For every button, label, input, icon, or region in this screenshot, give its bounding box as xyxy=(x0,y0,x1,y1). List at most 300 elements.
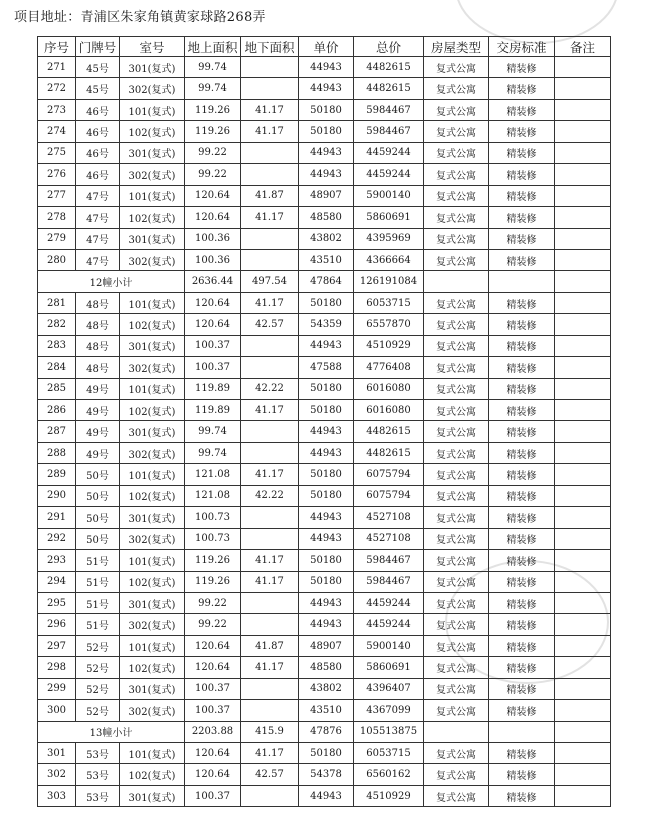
cell-delivery-standard: 精装修 xyxy=(489,121,555,142)
cell-total-price: 105513875 xyxy=(354,721,424,742)
cell-door: 48号 xyxy=(76,335,120,356)
cell-below-area: 41.17 xyxy=(241,550,299,571)
cell-delivery-standard: 精装修 xyxy=(489,249,555,270)
cell-delivery-standard: 精装修 xyxy=(489,657,555,678)
cell-unit-price: 54359 xyxy=(299,314,354,335)
cell-below-area: 415.9 xyxy=(241,721,299,742)
cell-room: 102(复式) xyxy=(120,764,185,785)
cell-above-area: 100.37 xyxy=(185,785,241,806)
cell-door: 48号 xyxy=(76,292,120,313)
cell-seq: 288 xyxy=(38,442,76,463)
table-row xyxy=(38,743,611,764)
cell-house-type: 复式公寓 xyxy=(424,614,489,635)
project-address: 项目地址：青浦区朱家角镇黄家球路268弄 xyxy=(14,10,266,25)
cell-above-area: 100.73 xyxy=(185,507,241,528)
cell-seq: 292 xyxy=(38,528,76,549)
cell-above-area: 100.37 xyxy=(185,678,241,699)
cell-below-area xyxy=(241,678,299,699)
cell-unit-price: 43510 xyxy=(299,700,354,721)
cell-room: 301(复式) xyxy=(120,57,185,78)
cell-door: 52号 xyxy=(76,678,120,699)
cell-unit-price: 48907 xyxy=(299,635,354,656)
cell-total-price: 6016080 xyxy=(354,400,424,421)
cell-house-type: 复式公寓 xyxy=(424,464,489,485)
cell-house-type: 复式公寓 xyxy=(424,442,489,463)
cell-remarks xyxy=(555,678,611,699)
cell-delivery-standard: 精装修 xyxy=(489,400,555,421)
table-row xyxy=(38,700,611,721)
cell-seq: 303 xyxy=(38,785,76,806)
cell-house-type: 复式公寓 xyxy=(424,635,489,656)
cell-house-type: 复式公寓 xyxy=(424,378,489,399)
subtotal-label: 12幢小计 xyxy=(38,271,185,292)
cell-house-type: 复式公寓 xyxy=(424,99,489,120)
cell-room: 101(复式) xyxy=(120,635,185,656)
table-row xyxy=(38,528,611,549)
cell-remarks xyxy=(555,400,611,421)
cell-door: 50号 xyxy=(76,528,120,549)
cell-above-area: 121.08 xyxy=(185,464,241,485)
cell-delivery-standard: 精装修 xyxy=(489,635,555,656)
cell-house-type: 复式公寓 xyxy=(424,357,489,378)
cell-total-price: 4482615 xyxy=(354,421,424,442)
header-below-area: 地下面积 xyxy=(241,37,299,57)
cell-seq: 271 xyxy=(38,57,76,78)
cell-unit-price: 50180 xyxy=(299,571,354,592)
cell-below-area: 497.54 xyxy=(241,271,299,292)
cell-house-type: 复式公寓 xyxy=(424,249,489,270)
cell-above-area: 99.22 xyxy=(185,142,241,163)
cell-empty xyxy=(555,721,611,742)
cell-house-type: 复式公寓 xyxy=(424,700,489,721)
cell-house-type: 复式公寓 xyxy=(424,678,489,699)
cell-unit-price: 47864 xyxy=(299,271,354,292)
cell-seq: 282 xyxy=(38,314,76,335)
cell-total-price: 4367099 xyxy=(354,700,424,721)
cell-delivery-standard: 精装修 xyxy=(489,207,555,228)
table-row xyxy=(38,785,611,806)
cell-house-type: 复式公寓 xyxy=(424,592,489,613)
cell-room: 302(复式) xyxy=(120,442,185,463)
cell-room: 301(复式) xyxy=(120,142,185,163)
table-row xyxy=(38,592,611,613)
cell-house-type: 复式公寓 xyxy=(424,743,489,764)
cell-room: 301(复式) xyxy=(120,592,185,613)
cell-total-price: 6016080 xyxy=(354,378,424,399)
cell-unit-price: 44943 xyxy=(299,614,354,635)
cell-unit-price: 47876 xyxy=(299,721,354,742)
cell-empty xyxy=(489,271,555,292)
cell-door: 46号 xyxy=(76,121,120,142)
cell-below-area xyxy=(241,507,299,528)
table-row xyxy=(38,228,611,249)
cell-remarks xyxy=(555,528,611,549)
table-row xyxy=(38,657,611,678)
cell-house-type: 复式公寓 xyxy=(424,121,489,142)
cell-remarks xyxy=(555,164,611,185)
cell-room: 102(复式) xyxy=(120,121,185,142)
cell-room: 301(复式) xyxy=(120,228,185,249)
cell-delivery-standard: 精装修 xyxy=(489,485,555,506)
cell-unit-price: 43510 xyxy=(299,249,354,270)
cell-below-area xyxy=(241,228,299,249)
cell-door: 45号 xyxy=(76,57,120,78)
cell-door: 52号 xyxy=(76,700,120,721)
table-row xyxy=(38,635,611,656)
cell-seq: 284 xyxy=(38,357,76,378)
cell-above-area: 119.89 xyxy=(185,378,241,399)
table-row xyxy=(38,185,611,206)
header-house-type: 房屋类型 xyxy=(424,37,489,57)
cell-delivery-standard: 精装修 xyxy=(489,314,555,335)
cell-house-type: 复式公寓 xyxy=(424,507,489,528)
cell-delivery-standard: 精装修 xyxy=(489,228,555,249)
cell-total-price: 4510929 xyxy=(354,335,424,356)
cell-empty xyxy=(424,721,489,742)
cell-unit-price: 48580 xyxy=(299,657,354,678)
cell-total-price: 6075794 xyxy=(354,485,424,506)
table-row xyxy=(38,142,611,163)
header-unit-price: 单价 xyxy=(299,37,354,57)
cell-delivery-standard: 精装修 xyxy=(489,357,555,378)
cell-below-area: 41.17 xyxy=(241,743,299,764)
cell-door: 49号 xyxy=(76,421,120,442)
cell-delivery-standard: 精装修 xyxy=(489,592,555,613)
cell-door: 47号 xyxy=(76,249,120,270)
cell-remarks xyxy=(555,592,611,613)
cell-room: 302(复式) xyxy=(120,357,185,378)
cell-remarks xyxy=(555,657,611,678)
cell-seq: 298 xyxy=(38,657,76,678)
cell-below-area: 42.22 xyxy=(241,485,299,506)
header-room: 室号 xyxy=(120,37,185,57)
cell-seq: 300 xyxy=(38,700,76,721)
cell-seq: 297 xyxy=(38,635,76,656)
cell-remarks xyxy=(555,764,611,785)
cell-door: 45号 xyxy=(76,78,120,99)
cell-door: 49号 xyxy=(76,378,120,399)
cell-delivery-standard: 精装修 xyxy=(489,700,555,721)
cell-seq: 301 xyxy=(38,743,76,764)
cell-empty xyxy=(489,721,555,742)
cell-door: 50号 xyxy=(76,507,120,528)
header-seq: 序号 xyxy=(38,37,76,57)
cell-unit-price: 50180 xyxy=(299,464,354,485)
cell-below-area: 41.17 xyxy=(241,400,299,421)
cell-below-area: 41.17 xyxy=(241,464,299,485)
cell-delivery-standard: 精装修 xyxy=(489,550,555,571)
cell-above-area: 99.74 xyxy=(185,57,241,78)
cell-house-type: 复式公寓 xyxy=(424,228,489,249)
cell-remarks xyxy=(555,700,611,721)
cell-above-area: 119.26 xyxy=(185,121,241,142)
table-row xyxy=(38,485,611,506)
cell-delivery-standard: 精装修 xyxy=(489,743,555,764)
cell-below-area xyxy=(241,78,299,99)
cell-delivery-standard: 精装修 xyxy=(489,464,555,485)
cell-total-price: 6053715 xyxy=(354,292,424,313)
cell-below-area: 42.57 xyxy=(241,314,299,335)
cell-room: 101(复式) xyxy=(120,743,185,764)
cell-remarks xyxy=(555,357,611,378)
cell-seq: 276 xyxy=(38,164,76,185)
cell-seq: 275 xyxy=(38,142,76,163)
cell-total-price: 5860691 xyxy=(354,207,424,228)
cell-total-price: 5984467 xyxy=(354,99,424,120)
cell-total-price: 4459244 xyxy=(354,142,424,163)
cell-remarks xyxy=(555,464,611,485)
cell-above-area: 99.22 xyxy=(185,164,241,185)
cell-total-price: 4527108 xyxy=(354,507,424,528)
cell-unit-price: 44943 xyxy=(299,507,354,528)
cell-total-price: 5984467 xyxy=(354,121,424,142)
cell-above-area: 100.37 xyxy=(185,335,241,356)
cell-below-area xyxy=(241,785,299,806)
cell-below-area xyxy=(241,249,299,270)
cell-unit-price: 50180 xyxy=(299,743,354,764)
cell-seq: 281 xyxy=(38,292,76,313)
cell-delivery-standard: 精装修 xyxy=(489,99,555,120)
cell-total-price: 4395969 xyxy=(354,228,424,249)
header-total-price: 总价 xyxy=(354,37,424,57)
cell-below-area: 41.87 xyxy=(241,185,299,206)
cell-room: 301(复式) xyxy=(120,785,185,806)
cell-empty xyxy=(424,271,489,292)
cell-door: 53号 xyxy=(76,764,120,785)
cell-room: 301(复式) xyxy=(120,507,185,528)
cell-unit-price: 50180 xyxy=(299,99,354,120)
cell-above-area: 100.73 xyxy=(185,528,241,549)
cell-house-type: 复式公寓 xyxy=(424,335,489,356)
cell-delivery-standard: 精装修 xyxy=(489,57,555,78)
cell-remarks xyxy=(555,207,611,228)
cell-door: 46号 xyxy=(76,142,120,163)
cell-room: 301(复式) xyxy=(120,678,185,699)
cell-door: 48号 xyxy=(76,357,120,378)
cell-room: 102(复式) xyxy=(120,485,185,506)
cell-below-area xyxy=(241,442,299,463)
cell-house-type: 复式公寓 xyxy=(424,550,489,571)
cell-seq: 296 xyxy=(38,614,76,635)
cell-house-type: 复式公寓 xyxy=(424,164,489,185)
cell-total-price: 4459244 xyxy=(354,592,424,613)
cell-unit-price: 50180 xyxy=(299,292,354,313)
cell-above-area: 120.64 xyxy=(185,743,241,764)
cell-total-price: 126191084 xyxy=(354,271,424,292)
header-row xyxy=(38,37,611,57)
cell-total-price: 5900140 xyxy=(354,185,424,206)
cell-seq: 302 xyxy=(38,764,76,785)
cell-unit-price: 48907 xyxy=(299,185,354,206)
cell-room: 102(复式) xyxy=(120,657,185,678)
cell-unit-price: 54378 xyxy=(299,764,354,785)
cell-delivery-standard: 精装修 xyxy=(489,785,555,806)
cell-remarks xyxy=(555,57,611,78)
cell-house-type: 复式公寓 xyxy=(424,421,489,442)
cell-remarks xyxy=(555,121,611,142)
cell-remarks xyxy=(555,614,611,635)
table-row xyxy=(38,121,611,142)
cell-remarks xyxy=(555,785,611,806)
table-row xyxy=(38,550,611,571)
cell-unit-price: 44943 xyxy=(299,57,354,78)
table-row xyxy=(38,249,611,270)
cell-above-area: 120.64 xyxy=(185,207,241,228)
cell-unit-price: 50180 xyxy=(299,400,354,421)
cell-seq: 290 xyxy=(38,485,76,506)
cell-room: 302(复式) xyxy=(120,528,185,549)
cell-unit-price: 44943 xyxy=(299,78,354,99)
cell-delivery-standard: 精装修 xyxy=(489,185,555,206)
cell-below-area: 41.17 xyxy=(241,292,299,313)
cell-above-area: 100.37 xyxy=(185,357,241,378)
cell-above-area: 119.26 xyxy=(185,571,241,592)
cell-total-price: 6075794 xyxy=(354,464,424,485)
cell-above-area: 119.26 xyxy=(185,99,241,120)
cell-door: 51号 xyxy=(76,614,120,635)
cell-room: 101(复式) xyxy=(120,378,185,399)
cell-door: 52号 xyxy=(76,635,120,656)
cell-below-area xyxy=(241,592,299,613)
cell-total-price: 6560162 xyxy=(354,764,424,785)
cell-above-area: 100.36 xyxy=(185,228,241,249)
cell-total-price: 4459244 xyxy=(354,164,424,185)
cell-below-area xyxy=(241,528,299,549)
cell-seq: 299 xyxy=(38,678,76,699)
cell-seq: 289 xyxy=(38,464,76,485)
cell-above-area: 119.26 xyxy=(185,550,241,571)
cell-below-area xyxy=(241,421,299,442)
cell-below-area: 42.22 xyxy=(241,378,299,399)
table-row xyxy=(38,292,611,313)
cell-above-area: 120.64 xyxy=(185,185,241,206)
cell-house-type: 复式公寓 xyxy=(424,185,489,206)
cell-remarks xyxy=(555,228,611,249)
cell-remarks xyxy=(555,335,611,356)
cell-seq: 274 xyxy=(38,121,76,142)
cell-seq: 286 xyxy=(38,400,76,421)
cell-seq: 280 xyxy=(38,249,76,270)
cell-unit-price: 47588 xyxy=(299,357,354,378)
cell-below-area xyxy=(241,357,299,378)
cell-remarks xyxy=(555,185,611,206)
cell-door: 53号 xyxy=(76,785,120,806)
table-row xyxy=(38,442,611,463)
price-list-table xyxy=(37,36,611,807)
cell-delivery-standard: 精装修 xyxy=(489,507,555,528)
cell-below-area: 41.17 xyxy=(241,571,299,592)
cell-room: 302(复式) xyxy=(120,78,185,99)
cell-door: 52号 xyxy=(76,657,120,678)
cell-above-area: 120.64 xyxy=(185,657,241,678)
cell-delivery-standard: 精装修 xyxy=(489,571,555,592)
cell-house-type: 复式公寓 xyxy=(424,207,489,228)
header-above-area: 地上面积 xyxy=(185,37,241,57)
cell-above-area: 120.64 xyxy=(185,635,241,656)
cell-above-area: 2203.88 xyxy=(185,721,241,742)
cell-total-price: 4527108 xyxy=(354,528,424,549)
cell-delivery-standard: 精装修 xyxy=(489,528,555,549)
cell-remarks xyxy=(555,571,611,592)
cell-door: 50号 xyxy=(76,485,120,506)
cell-above-area: 99.74 xyxy=(185,442,241,463)
cell-above-area: 99.74 xyxy=(185,421,241,442)
table-row xyxy=(38,164,611,185)
cell-house-type: 复式公寓 xyxy=(424,78,489,99)
table-row xyxy=(38,314,611,335)
cell-remarks xyxy=(555,442,611,463)
cell-house-type: 复式公寓 xyxy=(424,142,489,163)
cell-delivery-standard: 精装修 xyxy=(489,678,555,699)
cell-remarks xyxy=(555,142,611,163)
cell-above-area: 99.22 xyxy=(185,614,241,635)
cell-below-area xyxy=(241,142,299,163)
cell-door: 47号 xyxy=(76,185,120,206)
cell-house-type: 复式公寓 xyxy=(424,292,489,313)
cell-total-price: 4459244 xyxy=(354,614,424,635)
cell-room: 302(复式) xyxy=(120,614,185,635)
cell-delivery-standard: 精装修 xyxy=(489,442,555,463)
cell-total-price: 5984467 xyxy=(354,550,424,571)
cell-remarks xyxy=(555,78,611,99)
cell-remarks xyxy=(555,550,611,571)
cell-door: 47号 xyxy=(76,207,120,228)
cell-remarks xyxy=(555,635,611,656)
cell-door: 51号 xyxy=(76,571,120,592)
cell-delivery-standard: 精装修 xyxy=(489,335,555,356)
table-row xyxy=(38,99,611,120)
cell-below-area xyxy=(241,57,299,78)
cell-total-price: 4482615 xyxy=(354,78,424,99)
cell-remarks xyxy=(555,314,611,335)
cell-delivery-standard: 精装修 xyxy=(489,421,555,442)
cell-above-area: 121.08 xyxy=(185,485,241,506)
table-row xyxy=(38,507,611,528)
cell-unit-price: 48580 xyxy=(299,207,354,228)
cell-room: 101(复式) xyxy=(120,99,185,120)
cell-room: 102(复式) xyxy=(120,314,185,335)
cell-delivery-standard: 精装修 xyxy=(489,378,555,399)
table-row xyxy=(38,678,611,699)
cell-seq: 272 xyxy=(38,78,76,99)
cell-house-type: 复式公寓 xyxy=(424,485,489,506)
cell-unit-price: 44943 xyxy=(299,164,354,185)
table-row xyxy=(38,421,611,442)
cell-unit-price: 50180 xyxy=(299,550,354,571)
cell-seq: 293 xyxy=(38,550,76,571)
cell-above-area: 119.89 xyxy=(185,400,241,421)
cell-room: 302(复式) xyxy=(120,164,185,185)
cell-house-type: 复式公寓 xyxy=(424,657,489,678)
header-door: 门牌号 xyxy=(76,37,120,57)
cell-unit-price: 43802 xyxy=(299,228,354,249)
cell-unit-price: 50180 xyxy=(299,378,354,399)
table-row xyxy=(38,464,611,485)
cell-room: 101(复式) xyxy=(120,550,185,571)
cell-house-type: 复式公寓 xyxy=(424,528,489,549)
cell-seq: 285 xyxy=(38,378,76,399)
cell-door: 49号 xyxy=(76,442,120,463)
cell-room: 102(复式) xyxy=(120,400,185,421)
cell-below-area: 42.57 xyxy=(241,764,299,785)
cell-below-area xyxy=(241,614,299,635)
cell-empty xyxy=(555,271,611,292)
cell-remarks xyxy=(555,378,611,399)
cell-house-type: 复式公寓 xyxy=(424,57,489,78)
cell-room: 301(复式) xyxy=(120,335,185,356)
cell-remarks xyxy=(555,249,611,270)
cell-above-area: 99.74 xyxy=(185,78,241,99)
